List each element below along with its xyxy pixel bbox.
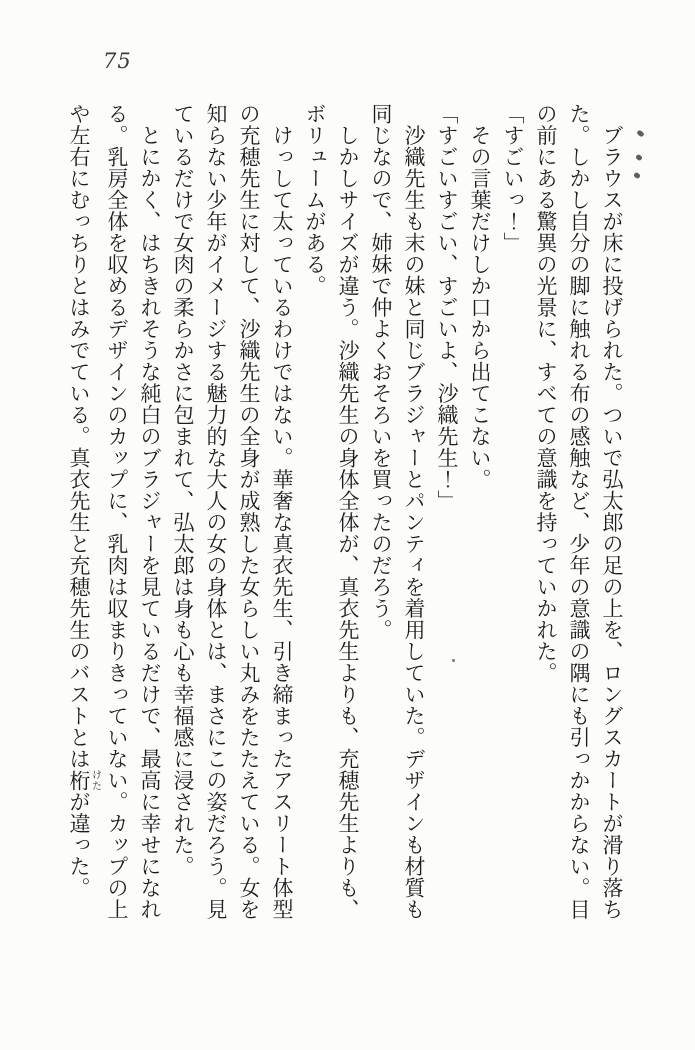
text-line: けっして太っているわけではない。華奢な真衣先生、引き締まったアスリート体型 xyxy=(270,103,294,920)
text-line: ているだけで女肉の柔らかさに包まれて、弘太郎は身も心も幸福感に浸された。 xyxy=(171,103,195,877)
ruby-base: 桁 xyxy=(67,769,91,791)
text-segment: や左右にむっちりとはみでている。真衣先生と充穂先生のバストとは xyxy=(67,103,91,770)
text-line: 知らない少年がイメージする魅力的な大人の女の身体とは、まさにこの姿だろう。見 xyxy=(204,103,228,920)
text-line: 沙織先生も末の妹と同じブラジャーとパンティを着用していた。デザインも材質も xyxy=(402,103,426,920)
text-line: ブラウスが床に投げられた。ついで弘太郎の足の上を、ロングスカートが滑り落ち xyxy=(600,103,624,920)
ruby-reading: けた xyxy=(89,769,101,791)
scan-artifact xyxy=(636,129,645,137)
text-line: の前にある驚異の光景に、すべての意識を持っていかれた。 xyxy=(534,103,558,684)
text-line: ボリュームがある。 xyxy=(303,103,327,297)
text-line-dialogue: 「すごいすごい、すごいよ、沙織先生！」 xyxy=(435,103,459,512)
text-line-dialogue: 「すごいっ！」 xyxy=(501,103,525,254)
text-line: とにかく、はちきれそうな純白のブラジャーを見ているだけで、最高に幸せになれ xyxy=(138,103,162,920)
text-segment: が違った。 xyxy=(67,791,91,899)
scan-artifact xyxy=(635,154,643,162)
text-line: その言葉だけしか口から出てこない。 xyxy=(468,103,492,490)
page-number: 75 xyxy=(103,49,132,73)
text-line: た。しかし自分の脚に触れる布の感触など、少年の意識の隅にも引っかからない。目 xyxy=(567,103,591,920)
text-line: 同じなので、姉妹で仲よくおそろいを買ったのだろう。 xyxy=(369,103,393,641)
text-line: しかしサイズが違う。沙織先生の身体全体が、真衣先生よりも、充穂先生よりも、 xyxy=(336,103,360,920)
ruby-annotation xyxy=(67,769,101,792)
scan-artifact xyxy=(633,172,641,180)
scan-artifact xyxy=(452,659,455,662)
text-line: る。乳房全体を収めるデザインのカップに、乳肉は収まりきっていない。カップの上 xyxy=(105,103,129,920)
text-line-with-ruby xyxy=(62,103,100,948)
vertical-text-block xyxy=(62,103,628,948)
text-line: の充穂先生に対して、沙織先生の全身が成熟した女らしい丸みをたたえている。女を xyxy=(237,103,261,920)
